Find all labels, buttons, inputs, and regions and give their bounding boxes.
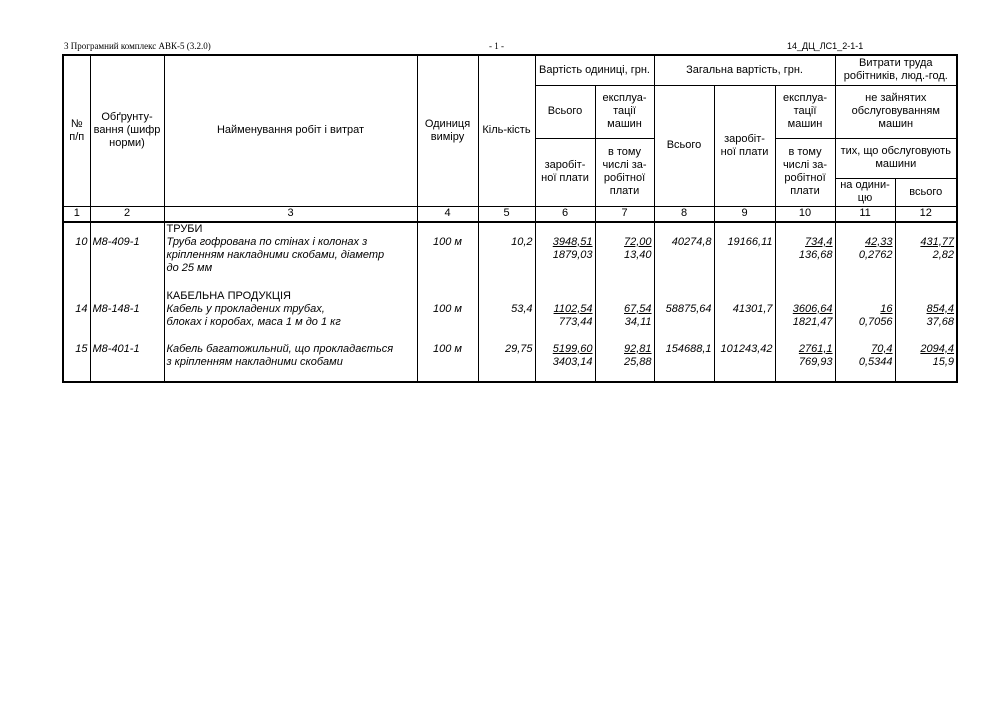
unit-cell: 100 м <box>417 275 478 329</box>
work-description <box>164 329 417 382</box>
labor-group-header: Витрати труда робітників, люд.-год. <box>835 55 957 85</box>
unit-machine-cell <box>595 275 654 329</box>
unit-total-value: 5199,60 <box>552 342 593 355</box>
unit-machine-wage-value: 34,11 <box>624 315 652 328</box>
unit-wage-value: 3403,14 <box>552 355 593 368</box>
qty-cell: 53,4 <box>478 275 535 329</box>
labor-unit-cell <box>835 329 895 382</box>
labor-total-bottom: 15,9 <box>932 355 955 368</box>
norm-code: М8-401-1 <box>90 329 164 382</box>
description-line: Кабель у прокладених трубах, <box>166 302 325 315</box>
column-number: 10 <box>775 206 835 222</box>
labor-unit-bottom: 0,5344 <box>858 355 893 368</box>
col-unit-header: Одиниця виміру <box>417 55 478 206</box>
labor-per-unit-header: на одини-цю <box>835 178 895 206</box>
total-wage-cell: 19166,11 <box>714 222 775 275</box>
labor-unit-top: 70,4 <box>871 342 893 355</box>
labor-not-serving-header: не зайнятих обслуговуванням машин <box>835 85 957 138</box>
labor-unit-cell <box>835 275 895 329</box>
labor-serving-header: тих, що обслуговують машини <box>835 138 957 178</box>
unit-wage-value: 1879,03 <box>552 248 593 261</box>
row-number: 14 <box>63 275 90 329</box>
section-title: ТРУБИ <box>166 222 203 235</box>
total-machine-cell <box>775 222 835 275</box>
total-machine-wage-value: 769,93 <box>798 355 833 368</box>
labor-unit-top: 16 <box>880 302 893 315</box>
column-number: 5 <box>478 206 535 222</box>
work-description <box>164 275 417 329</box>
labor-total-top: 431,77 <box>920 235 955 248</box>
column-number: 9 <box>714 206 775 222</box>
row-number: 15 <box>63 329 90 382</box>
labor-total-cell <box>895 222 957 275</box>
column-number: 11 <box>835 206 895 222</box>
unit-wage-value: 773,44 <box>558 315 593 328</box>
unit-machine-wage-value: 25,88 <box>623 355 652 368</box>
total-machine-header: експлуа-тації машин <box>775 85 835 138</box>
unit-machine-value: 92,81 <box>623 342 652 355</box>
labor-unit-top: 42,33 <box>865 235 893 248</box>
work-description <box>164 222 417 275</box>
labor-total-bottom: 37,68 <box>926 315 955 328</box>
labor-total-top: 854,4 <box>926 302 955 315</box>
unit-cost-cell <box>535 222 595 275</box>
total-total-header: Всього <box>654 85 714 206</box>
total-machine-value: 2761,1 <box>798 342 833 355</box>
total-total-cell: 40274,8 <box>654 222 714 275</box>
col-code-header: Обґрунту-вання (шифр норми) <box>90 55 164 206</box>
software-name: 3 Програмний комплекс АВК-5 (3.2.0) <box>64 41 211 51</box>
unit-machine-value: 67,54 <box>623 302 652 315</box>
total-wage-cell: 41301,7 <box>714 275 775 329</box>
total-machine-value: 3606,64 <box>792 302 833 315</box>
total-wage-cell: 101243,42 <box>714 329 775 382</box>
labor-unit-cell <box>835 222 895 275</box>
column-number: 2 <box>90 206 164 222</box>
total-machine-cell <box>775 275 835 329</box>
labor-total-cell <box>895 329 957 382</box>
labor-total-top: 2094,4 <box>920 342 955 355</box>
qty-cell: 29,75 <box>478 329 535 382</box>
labor-total-header: всього <box>895 178 957 206</box>
unit-cost-group-header: Вартість одиниці, грн. <box>535 55 654 85</box>
total-machine-wage-value: 136,68 <box>798 248 833 261</box>
description-line: з кріпленням накладними скобами <box>166 355 343 368</box>
unit-cell: 100 м <box>417 222 478 275</box>
description-line: кріпленням накладними скобами, діаметр <box>166 248 385 261</box>
column-number: 3 <box>164 206 417 222</box>
total-machine-cell <box>775 329 835 382</box>
total-machine-wage-value: 1821,47 <box>792 315 833 328</box>
unit-machine-wage-value: 13,40 <box>623 248 652 261</box>
column-number: 7 <box>595 206 654 222</box>
column-number: 6 <box>535 206 595 222</box>
table-row <box>63 222 957 275</box>
description-line: блоках і коробах, маса 1 м до 1 кг <box>166 315 341 328</box>
unit-machine-wage-header: в тому числі за-робітної плати <box>595 138 654 206</box>
total-wage-header: заробіт-ної плати <box>714 85 775 206</box>
table-row <box>63 275 957 329</box>
table-row <box>63 329 957 382</box>
unit-machine-header: експлуа-тації машин <box>595 85 654 138</box>
row-number: 10 <box>63 222 90 275</box>
qty-cell: 10,2 <box>478 222 535 275</box>
unit-machine-value: 72,00 <box>623 235 652 248</box>
total-machine-value: 734,4 <box>805 235 833 248</box>
labor-unit-bottom: 0,7056 <box>858 315 893 328</box>
col-name-header: Найменування робіт і витрат <box>164 55 417 206</box>
column-number: 1 <box>63 206 90 222</box>
unit-machine-cell <box>595 329 654 382</box>
unit-total-value: 1102,54 <box>553 302 593 315</box>
document-code: 14_ДЦ_ЛС1_2-1-1 <box>787 41 864 51</box>
labor-unit-bottom: 0,2762 <box>858 248 893 261</box>
estimate-table <box>62 54 958 383</box>
unit-total-header: Всього <box>535 85 595 138</box>
unit-wage-header: заробіт-ної плати <box>535 138 595 206</box>
unit-cell: 100 м <box>417 329 478 382</box>
page-number: - 1 - <box>489 41 504 51</box>
labor-total-cell <box>895 275 957 329</box>
unit-machine-cell <box>595 222 654 275</box>
col-num-header: № п/п <box>63 55 90 206</box>
section-title: КАБЕЛЬНА ПРОДУКЦІЯ <box>166 289 291 302</box>
total-total-cell: 154688,1 <box>654 329 714 382</box>
norm-code: М8-409-1 <box>90 222 164 275</box>
norm-code: М8-148-1 <box>90 275 164 329</box>
column-number: 4 <box>417 206 478 222</box>
total-machine-wage-header: в тому числі за-робітної плати <box>775 138 835 206</box>
description-line: до 25 мм <box>166 261 213 274</box>
col-qty-header: Кіль-кість <box>478 55 535 206</box>
total-cost-group-header: Загальна вартість, грн. <box>654 55 835 85</box>
unit-cost-cell <box>535 329 595 382</box>
labor-total-bottom: 2,82 <box>932 248 955 261</box>
description-line: Кабель багатожильний, що прокладається <box>166 342 394 355</box>
total-total-cell: 58875,64 <box>654 275 714 329</box>
column-number: 12 <box>895 206 957 222</box>
unit-cost-cell <box>535 275 595 329</box>
description-line: Труба гофрована по стінах і колонах з <box>166 235 368 248</box>
column-number: 8 <box>654 206 714 222</box>
unit-total-value: 3948,51 <box>552 235 593 248</box>
